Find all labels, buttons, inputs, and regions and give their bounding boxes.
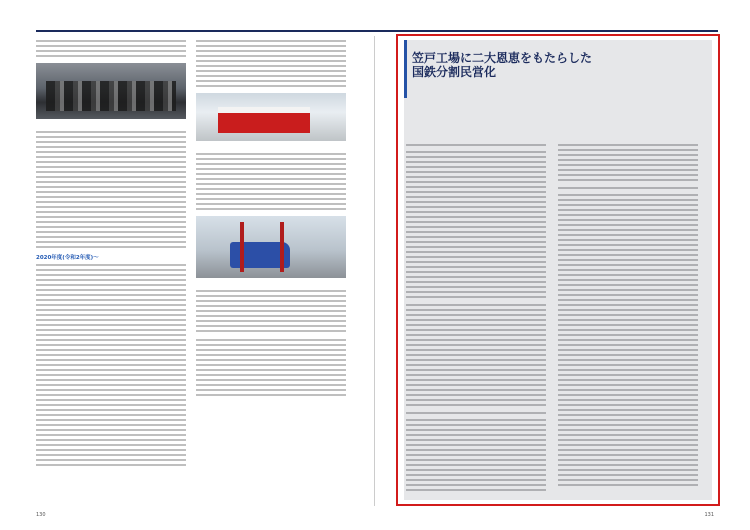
page-gutter: [374, 36, 375, 506]
photo-caption: [196, 143, 346, 148]
subheading-text: [406, 412, 546, 416]
body-text-block: [196, 290, 346, 335]
body-text-block: [36, 264, 186, 469]
accent-bar: [404, 40, 407, 98]
train-photo: [196, 216, 346, 278]
body-text-block: [558, 194, 698, 486]
body-text-block: [406, 419, 546, 494]
photo-caption: [36, 121, 186, 126]
left-page-column-a: [36, 40, 186, 472]
page-number-left: 130: [36, 512, 46, 518]
body-text-block: [406, 151, 546, 301]
building-photo: [196, 93, 346, 141]
left-page-column-b: [196, 40, 346, 402]
subheading-text: [406, 144, 546, 148]
body-text-block: [406, 304, 546, 409]
episode-column-left: [406, 144, 546, 497]
body-text-block: [196, 339, 346, 399]
episode-title-line-1: 笠戸工場に二大恩恵をもたらした: [412, 51, 593, 65]
body-text-block: [196, 40, 346, 90]
subheading-text: [558, 187, 698, 191]
body-text-block: [558, 144, 698, 184]
top-rule: [36, 30, 718, 32]
ceremony-photo: [36, 63, 186, 119]
section-heading: 2020年度(令和2年度)〜: [36, 255, 99, 261]
episode-title-line-2: 国鉄分割民営化: [412, 65, 497, 79]
episode-box: [396, 34, 720, 506]
body-text-block: [36, 40, 186, 60]
episode-column-right: [558, 144, 698, 489]
body-text-block: [36, 131, 186, 251]
photo-caption: [196, 280, 346, 285]
body-text-block: [196, 153, 346, 213]
page-number-right: 131: [704, 512, 714, 518]
